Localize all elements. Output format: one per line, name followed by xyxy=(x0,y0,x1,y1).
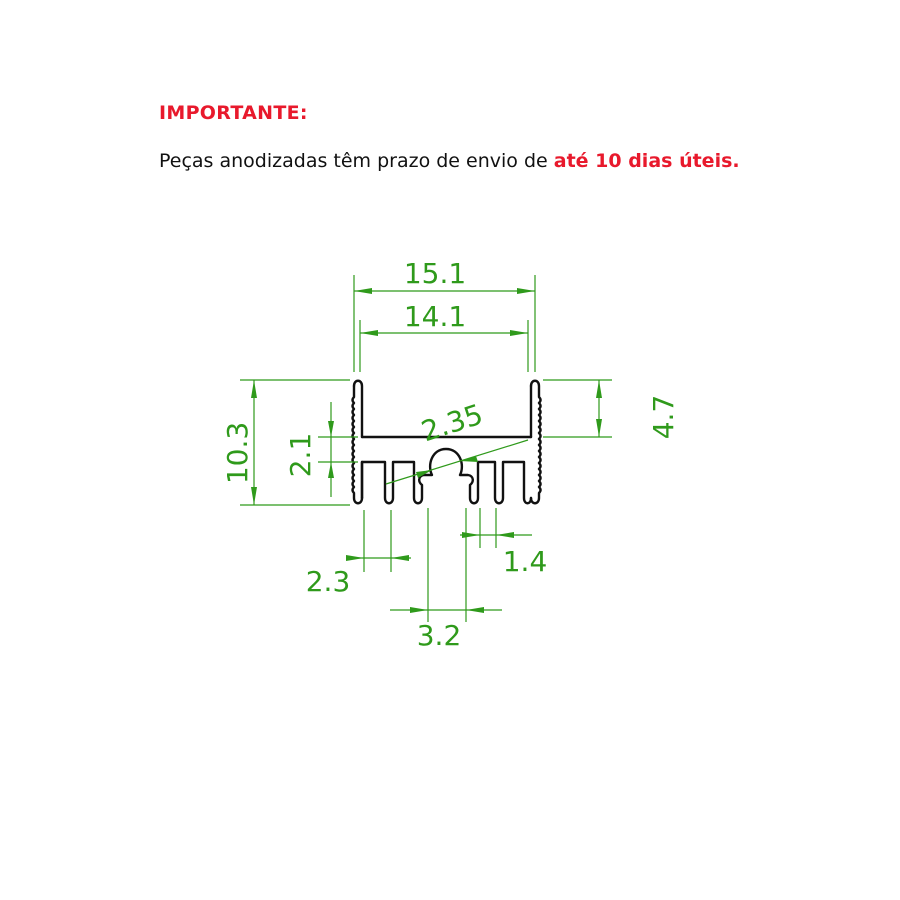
height-10-arrow-bottom xyxy=(251,487,257,505)
width-15-label: 15.1 xyxy=(403,257,467,290)
hole-label: 2.35 xyxy=(417,397,487,449)
depth-arrow-bottom xyxy=(596,419,602,437)
base-arrow-top xyxy=(328,421,334,437)
width-15-arrow-left xyxy=(354,288,372,294)
width-15-arrow-right xyxy=(517,288,535,294)
base-underside-with-fins xyxy=(362,449,531,503)
depth-label: 4.7 xyxy=(647,394,680,440)
center-arrow-left xyxy=(410,607,428,613)
depth-arrow-top xyxy=(596,380,602,398)
width-14-arrow-left xyxy=(360,330,378,336)
height-10-arrow-top xyxy=(251,380,257,398)
fin-label: 1.4 xyxy=(502,545,548,578)
fin-arrow-left xyxy=(462,532,480,538)
center-arrow-right xyxy=(466,607,484,613)
gap-arrow-left xyxy=(346,555,364,561)
gap-arrow-right xyxy=(391,555,409,561)
notice-body-text: Peças anodizadas têm prazo de envio de xyxy=(159,150,554,172)
notice-title: IMPORTANTE: xyxy=(159,102,308,124)
height-10-label: 10.3 xyxy=(221,421,254,485)
gap-label: 2.3 xyxy=(305,565,351,598)
notice-deadline: até 10 dias úteis. xyxy=(553,150,740,172)
dimension-lines xyxy=(221,257,680,652)
width-14-arrow-right xyxy=(510,330,528,336)
base-label: 2.1 xyxy=(284,432,317,478)
width-14-label: 14.1 xyxy=(403,300,467,333)
fin-arrow-right xyxy=(496,532,514,538)
left-outer-wall-outside xyxy=(353,386,363,503)
right-outer-wall xyxy=(531,381,541,504)
hole-arrow-right xyxy=(460,456,478,462)
center-label: 3.2 xyxy=(416,619,462,652)
base-arrow-bottom xyxy=(328,462,334,478)
